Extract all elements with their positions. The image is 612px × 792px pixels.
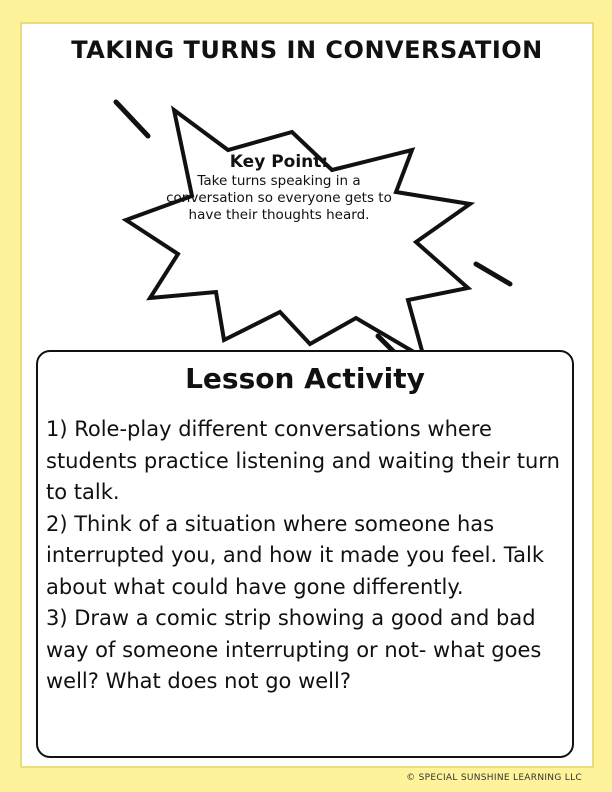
- page-title: TAKING TURNS IN CONVERSATION: [71, 36, 543, 64]
- list-item: 3) Draw a comic strip showing a good and bad way of someone interrupting or not- what goes well? What does not go well?: [46, 606, 542, 693]
- list-item: 2) Think of a situation where someone has interrupted you, and how it made you feel. Talk about what could have gone differently.: [46, 511, 545, 599]
- key-point: [164, 152, 394, 224]
- activity-list: [46, 414, 562, 698]
- list-item: 1) Role-play different conversations where students practice listening and waiting their turn to talk.: [46, 417, 560, 504]
- lesson-activity-box: [36, 350, 574, 758]
- key-point-text: Take turns speaking in a conversation so everyone gets to have their thoughts heard.: [166, 173, 392, 223]
- copyright-notice: © SPECIAL SUNSHINE LEARNING LLC: [406, 773, 582, 783]
- lesson-title: Lesson Activity: [185, 362, 425, 395]
- key-point-label: Key Point:: [229, 152, 329, 172]
- worksheet-page: [20, 22, 594, 768]
- speech-burst-icon: [96, 92, 536, 382]
